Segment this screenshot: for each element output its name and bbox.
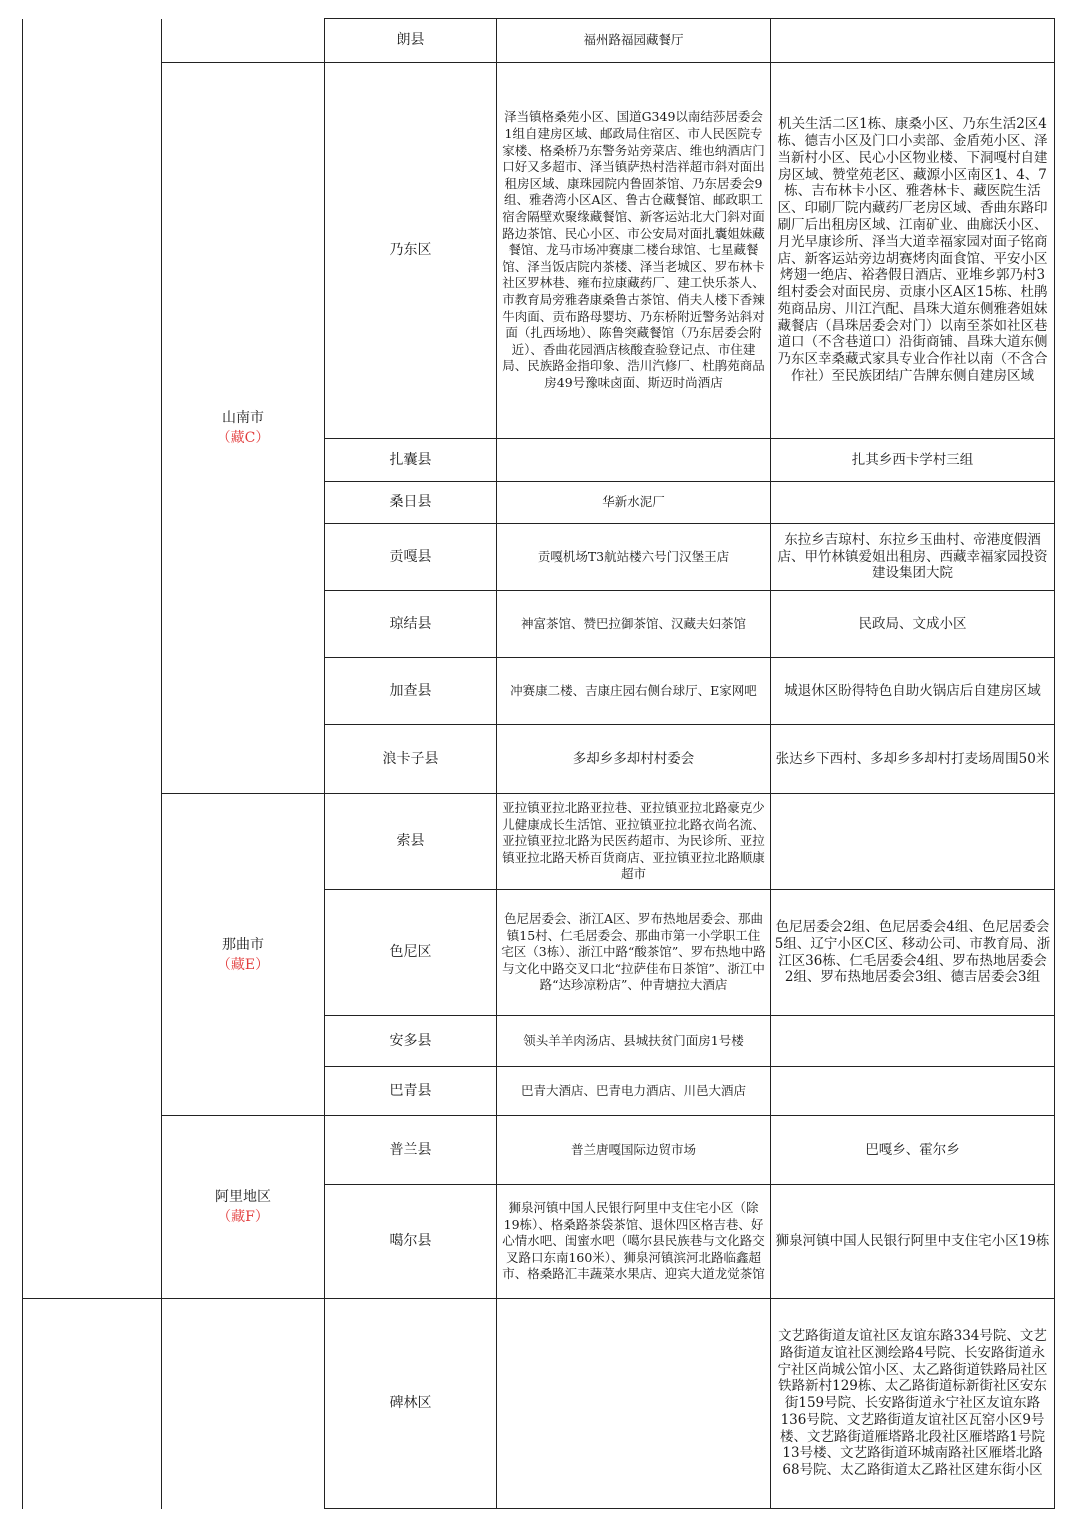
areas-cell: 民政局、文成小区 <box>771 591 1055 658</box>
places-cell <box>497 439 771 482</box>
city-cell <box>162 1299 325 1509</box>
places-cell: 色尼居委会、浙江A区、罗布热地居委会、那曲镇15村、仁毛居委会、那曲市第一小学职工住宅区（3栋）、浙江中路“酸茶馆”、罗布热地中路与文化中路交叉口北“拉萨佳布日茶馆”、浙江中路“达珍凉粉店”、仲青塘拉大酒店 <box>497 890 771 1016</box>
places-cell: 多却乡多却村村委会 <box>497 725 771 794</box>
county-cell: 巴青县 <box>325 1067 497 1116</box>
table-row <box>23 1299 1055 1509</box>
county-cell: 索县 <box>325 794 497 890</box>
county-cell: 色尼区 <box>325 890 497 1016</box>
places-cell: 华新水泥厂 <box>497 482 771 524</box>
county-cell: 朗县 <box>325 19 497 63</box>
areas-cell: 城退休区盼得特色自助火锅店后自建房区域 <box>771 658 1055 725</box>
county-cell: 加查县 <box>325 658 497 725</box>
areas-cell <box>771 19 1055 63</box>
places-cell: 福州路福园藏餐厅 <box>497 19 771 63</box>
areas-cell <box>771 794 1055 890</box>
areas-cell <box>771 1067 1055 1116</box>
places-cell: 亚拉镇亚拉北路亚拉巷、亚拉镇亚拉北路豪克少儿健康成长生活馆、亚拉镇亚拉北路衣尚名流、亚拉镇亚拉北路为民医药超市、为民诊所、亚拉镇亚拉北路天桥百货商店、亚拉镇亚拉北路顺康超市 <box>497 794 771 890</box>
plate-code: （藏C） <box>216 430 270 446</box>
county-cell: 乃东区 <box>325 63 497 439</box>
areas-cell: 张达乡下西村、多却乡多却村打麦场周围50米 <box>771 725 1055 794</box>
table-row <box>23 19 1055 63</box>
county-cell: 贡嘎县 <box>325 524 497 591</box>
city-cell <box>162 19 325 63</box>
city-cell-ali <box>162 1116 325 1299</box>
province-cell <box>23 63 162 1299</box>
county-cell: 噶尔县 <box>325 1185 497 1299</box>
areas-cell: 文艺路街道友谊社区友谊东路334号院、文艺路街道友谊社区测绘路4号院、长安路街道永宁社区尚城公馆小区、太乙路街道铁路局社区铁路新村129栋、太乙路街道标新街社区安东街159号院、长安路街道永宁社区友谊东路136号院、文艺路街道友谊社区瓦窑小区9号楼、文艺路街道雁塔路北段社区雁塔路1号院13号楼、文艺路街道环城南路社区雁塔北路68号院、太乙路街道太乙路社区建东街小区 <box>771 1299 1055 1509</box>
areas-cell <box>771 1016 1055 1067</box>
county-cell: 普兰县 <box>325 1116 497 1185</box>
county-cell: 碑林区 <box>325 1299 497 1509</box>
table-row <box>23 63 1055 439</box>
county-cell: 桑日县 <box>325 482 497 524</box>
city-name: 那曲市 <box>222 936 264 953</box>
areas-cell: 巴嘎乡、霍尔乡 <box>771 1116 1055 1185</box>
county-cell: 安多县 <box>325 1016 497 1067</box>
city-cell-naqu <box>162 794 325 1116</box>
places-cell: 冲赛康二楼、吉康庄园右侧台球厅、E家网吧 <box>497 658 771 725</box>
places-cell: 神富茶馆、赞巴拉御茶馆、汉藏夫妇茶馆 <box>497 591 771 658</box>
county-cell: 琼结县 <box>325 591 497 658</box>
table-row <box>23 794 1055 890</box>
areas-cell: 机关生活二区1栋、康桑小区、乃东生活2区4栋、德吉小区及门口小卖部、金盾苑小区、泽当新村小区、民心小区物业楼、下洞嘎村自建房区域、赞堂苑老区、藏源小区南区1、4、7栋、吉布林卡小区、雅砻林卡、藏医院生活区、印刷厂院内藏药厂老房区域、香曲东路印刷厂后出租房区域、江南矿业、曲廊沃小区、月光早康诊所、泽当大道幸福家园对面子铭商店、新客运站旁边胡赛烤肉面食馆、平安小区烤翅一绝店、裕砻假日酒店、亚堆乡郭乃村3组村委会对面民房、贡康小区A区15栋、杜鹃苑商品房、川江汽配、昌珠大道东侧雅砻姐妹藏餐店（昌珠居委会对门）以南至茶如社区巷道口（不含巷道口）沿街商铺、昌珠大道东侧乃东区幸桑藏式家具专业合作社以南（不含合作社）至民族团结广告牌东侧自建房区域 <box>771 63 1055 439</box>
areas-cell: 扎其乡西卡学村三组 <box>771 439 1055 482</box>
table-row <box>23 1116 1055 1185</box>
places-cell: 领头羊羊肉汤店、县城扶贫门面房1号楼 <box>497 1016 771 1067</box>
risk-area-table <box>22 18 1055 1509</box>
places-cell: 狮泉河镇中国人民银行阿里中支住宅小区（除19栋）、格桑路茶袋茶馆、退休四区格吉巷、好心情水吧、闺蜜水吧（噶尔县民族巷与文化路交叉路口东南160米）、狮泉河镇滨河北路临鑫超市、格桑路汇丰蔬菜水果店、迎宾大道龙觉茶馆 <box>497 1185 771 1299</box>
city-cell-shannan <box>162 63 325 794</box>
places-cell: 贡嘎机场T3航站楼六号门汉堡王店 <box>497 524 771 591</box>
places-cell: 泽当镇格桑苑小区、国道G349以南结莎居委会1组自建房区域、邮政局住宿区、市人民医院专家楼、格桑桥乃东警务站旁菜店、维也纳酒店门口好又多超市、泽当镇萨热村浩祥超市斜对面出租房区域、康珠园院内鲁固茶馆、乃东居委会9组、雅砻湾小区A区、鲁古仓藏餐馆、邮政职工宿舍隔壁欢聚缘藏餐馆、新客运站北大门斜对面路边茶馆、民心小区、市公安局对面扎囊姐妹藏餐馆、龙马市场冲赛康二楼台球馆、七星藏餐馆、泽当饭店院内茶楼、泽当老城区、罗布林卡社区罗林巷、雍布拉康藏药厂、建工快乐茶人、市教育局旁雅砻康桑鲁古茶馆、俏夫人楼下香辣牛肉面、贡布路母婴坊、乃东桥附近警务站斜对面（扎西场地）、陈鲁突藏餐馆（乃东居委会附近）、香曲花园酒店核酸查验登记点、市住建局、民族路金指印象、浩川汽修厂、杜鹃苑商品房49号豫味卤面、斯迈时尚酒店 <box>497 63 771 439</box>
places-cell <box>497 1299 771 1509</box>
areas-cell: 东拉乡吉琼村、东拉乡玉曲村、帝港度假酒店、甲竹林镇爱姐出租房、西藏幸福家园投资建设集团大院 <box>771 524 1055 591</box>
places-cell: 巴青大酒店、巴青电力酒店、川邑大酒店 <box>497 1067 771 1116</box>
plate-code: （藏E） <box>216 956 270 973</box>
plate-code: （藏F） <box>217 1209 269 1225</box>
areas-cell: 狮泉河镇中国人民银行阿里中支住宅小区19栋 <box>771 1185 1055 1299</box>
city-name: 山南市 <box>222 410 264 426</box>
province-cell <box>23 1299 162 1509</box>
areas-cell: 色尼居委会2组、色尼居委会4组、色尼居委会5组、辽宁小区C区、移动公司、市教育局、浙江区36栋、仁毛居委会4组、罗布热地居委会2组、罗布热地居委会3组、德吉居委会3组 <box>771 890 1055 1016</box>
areas-cell <box>771 482 1055 524</box>
places-cell: 普兰唐嘎国际边贸市场 <box>497 1116 771 1185</box>
county-cell: 扎囊县 <box>325 439 497 482</box>
county-cell: 浪卡子县 <box>325 725 497 794</box>
province-cell <box>23 19 162 63</box>
city-name: 阿里地区 <box>215 1189 271 1205</box>
